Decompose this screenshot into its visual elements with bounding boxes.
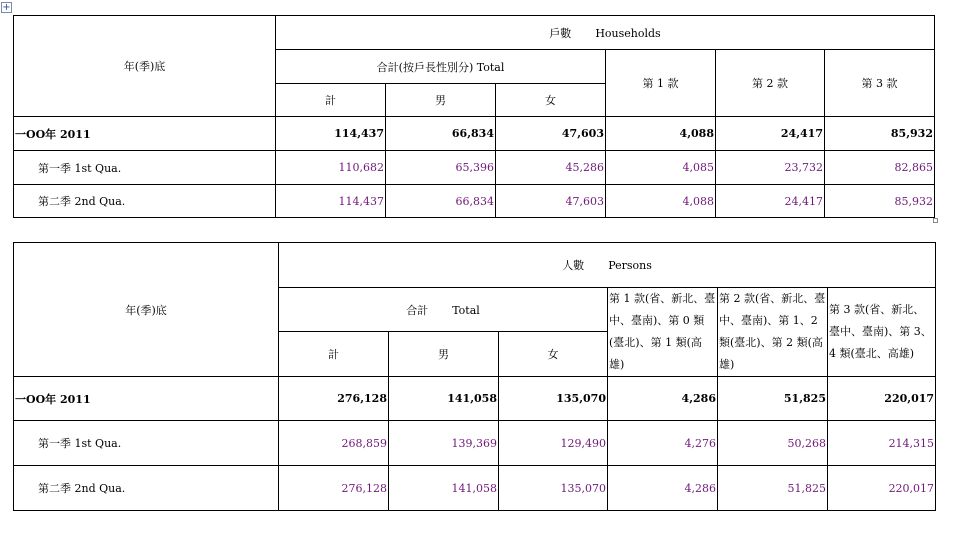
households-col-cat3: 第 3 款 bbox=[825, 50, 935, 117]
row-label: 第一季 1st Qua. bbox=[14, 421, 279, 466]
persons-subgroup-header bbox=[279, 288, 608, 332]
persons-table bbox=[13, 242, 936, 511]
row-label: 第一季 1st Qua. bbox=[14, 151, 276, 185]
row-label: 一OO年 2011 bbox=[14, 377, 279, 421]
persons-group-label-en: Persons bbox=[608, 259, 652, 272]
households-col-cat2: 第 2 款 bbox=[716, 50, 825, 117]
cell-cat3: 220,017 bbox=[828, 466, 936, 511]
households-col-cat1: 第 1 款 bbox=[606, 50, 716, 117]
households-row-header: 年(季)底 bbox=[14, 16, 276, 117]
persons-col-cat1: 第 1 款(省、新北、臺中、臺南)、第 0 類(臺北)、第 1 類(高雄) bbox=[608, 288, 718, 377]
cell-total: 110,682 bbox=[276, 151, 386, 185]
households-col-total: 計 bbox=[276, 84, 386, 117]
cell-cat3: 214,315 bbox=[828, 421, 936, 466]
persons-subgroup-label-en: Total bbox=[452, 303, 480, 317]
table-row bbox=[14, 185, 935, 218]
cell-female: 45,286 bbox=[496, 151, 606, 185]
cell-total: 276,128 bbox=[279, 377, 389, 421]
cell-female: 135,070 bbox=[499, 377, 608, 421]
cell-total: 268,859 bbox=[279, 421, 389, 466]
cell-total: 276,128 bbox=[279, 466, 389, 511]
row-label: 一OO年 2011 bbox=[14, 117, 276, 151]
cell-female: 47,603 bbox=[496, 185, 606, 218]
households-group-label-zh: 戶數 bbox=[549, 26, 572, 40]
cell-cat3: 220,017 bbox=[828, 377, 936, 421]
households-subgroup-header: 合計(按戶長性別分) Total bbox=[276, 50, 606, 84]
cell-cat2: 51,825 bbox=[718, 377, 828, 421]
persons-col-female: 女 bbox=[499, 332, 608, 377]
cell-cat2: 24,417 bbox=[716, 117, 825, 151]
cell-male: 66,834 bbox=[386, 185, 496, 218]
cell-male: 141,058 bbox=[389, 466, 499, 511]
cell-cat1: 4,286 bbox=[608, 466, 718, 511]
households-group-header bbox=[276, 16, 935, 50]
persons-subgroup-label-zh: 合計 bbox=[406, 303, 429, 317]
cell-total: 114,437 bbox=[276, 185, 386, 218]
persons-col-total: 計 bbox=[279, 332, 389, 377]
cell-cat3: 85,932 bbox=[825, 117, 935, 151]
cell-cat1: 4,085 bbox=[606, 151, 716, 185]
table-row bbox=[14, 421, 936, 466]
cell-cat1: 4,276 bbox=[608, 421, 718, 466]
persons-col-cat3: 第 3 款(省、新北、臺中、臺南)、第 3、4 類(臺北、高雄) bbox=[828, 288, 936, 377]
households-col-male: 男 bbox=[386, 84, 496, 117]
households-group-label-en: Households bbox=[595, 26, 661, 40]
cell-total: 114,437 bbox=[276, 117, 386, 151]
persons-group-label-zh: 人數 bbox=[562, 259, 585, 272]
table-resize-handle[interactable] bbox=[933, 218, 938, 223]
row-label: 第二季 2nd Qua. bbox=[14, 466, 279, 511]
cell-male: 65,396 bbox=[386, 151, 496, 185]
cell-cat2: 24,417 bbox=[716, 185, 825, 218]
persons-col-male: 男 bbox=[389, 332, 499, 377]
cell-cat2: 50,268 bbox=[718, 421, 828, 466]
cell-cat3: 82,865 bbox=[825, 151, 935, 185]
cell-female: 47,603 bbox=[496, 117, 606, 151]
table-row bbox=[14, 466, 936, 511]
cell-cat1: 4,286 bbox=[608, 377, 718, 421]
households-table bbox=[13, 15, 935, 218]
table-row bbox=[14, 117, 935, 151]
cell-cat1: 4,088 bbox=[606, 185, 716, 218]
cell-female: 135,070 bbox=[499, 466, 608, 511]
persons-col-cat2: 第 2 款(省、新北、臺中、臺南)、第 1、2 類(臺北)、第 2 類(高雄) bbox=[718, 288, 828, 377]
row-label: 第二季 2nd Qua. bbox=[14, 185, 276, 218]
cell-female: 129,490 bbox=[499, 421, 608, 466]
cell-cat2: 51,825 bbox=[718, 466, 828, 511]
cell-cat3: 85,932 bbox=[825, 185, 935, 218]
table-move-handle-icon[interactable]: + bbox=[2, 2, 11, 13]
persons-group-header bbox=[279, 243, 936, 288]
cell-male: 141,058 bbox=[389, 377, 499, 421]
table-row bbox=[14, 151, 935, 185]
households-col-female: 女 bbox=[496, 84, 606, 117]
persons-row-header: 年(季)底 bbox=[14, 243, 279, 377]
cell-cat1: 4,088 bbox=[606, 117, 716, 151]
cell-male: 139,369 bbox=[389, 421, 499, 466]
table-row bbox=[14, 377, 936, 421]
cell-male: 66,834 bbox=[386, 117, 496, 151]
cell-cat2: 23,732 bbox=[716, 151, 825, 185]
